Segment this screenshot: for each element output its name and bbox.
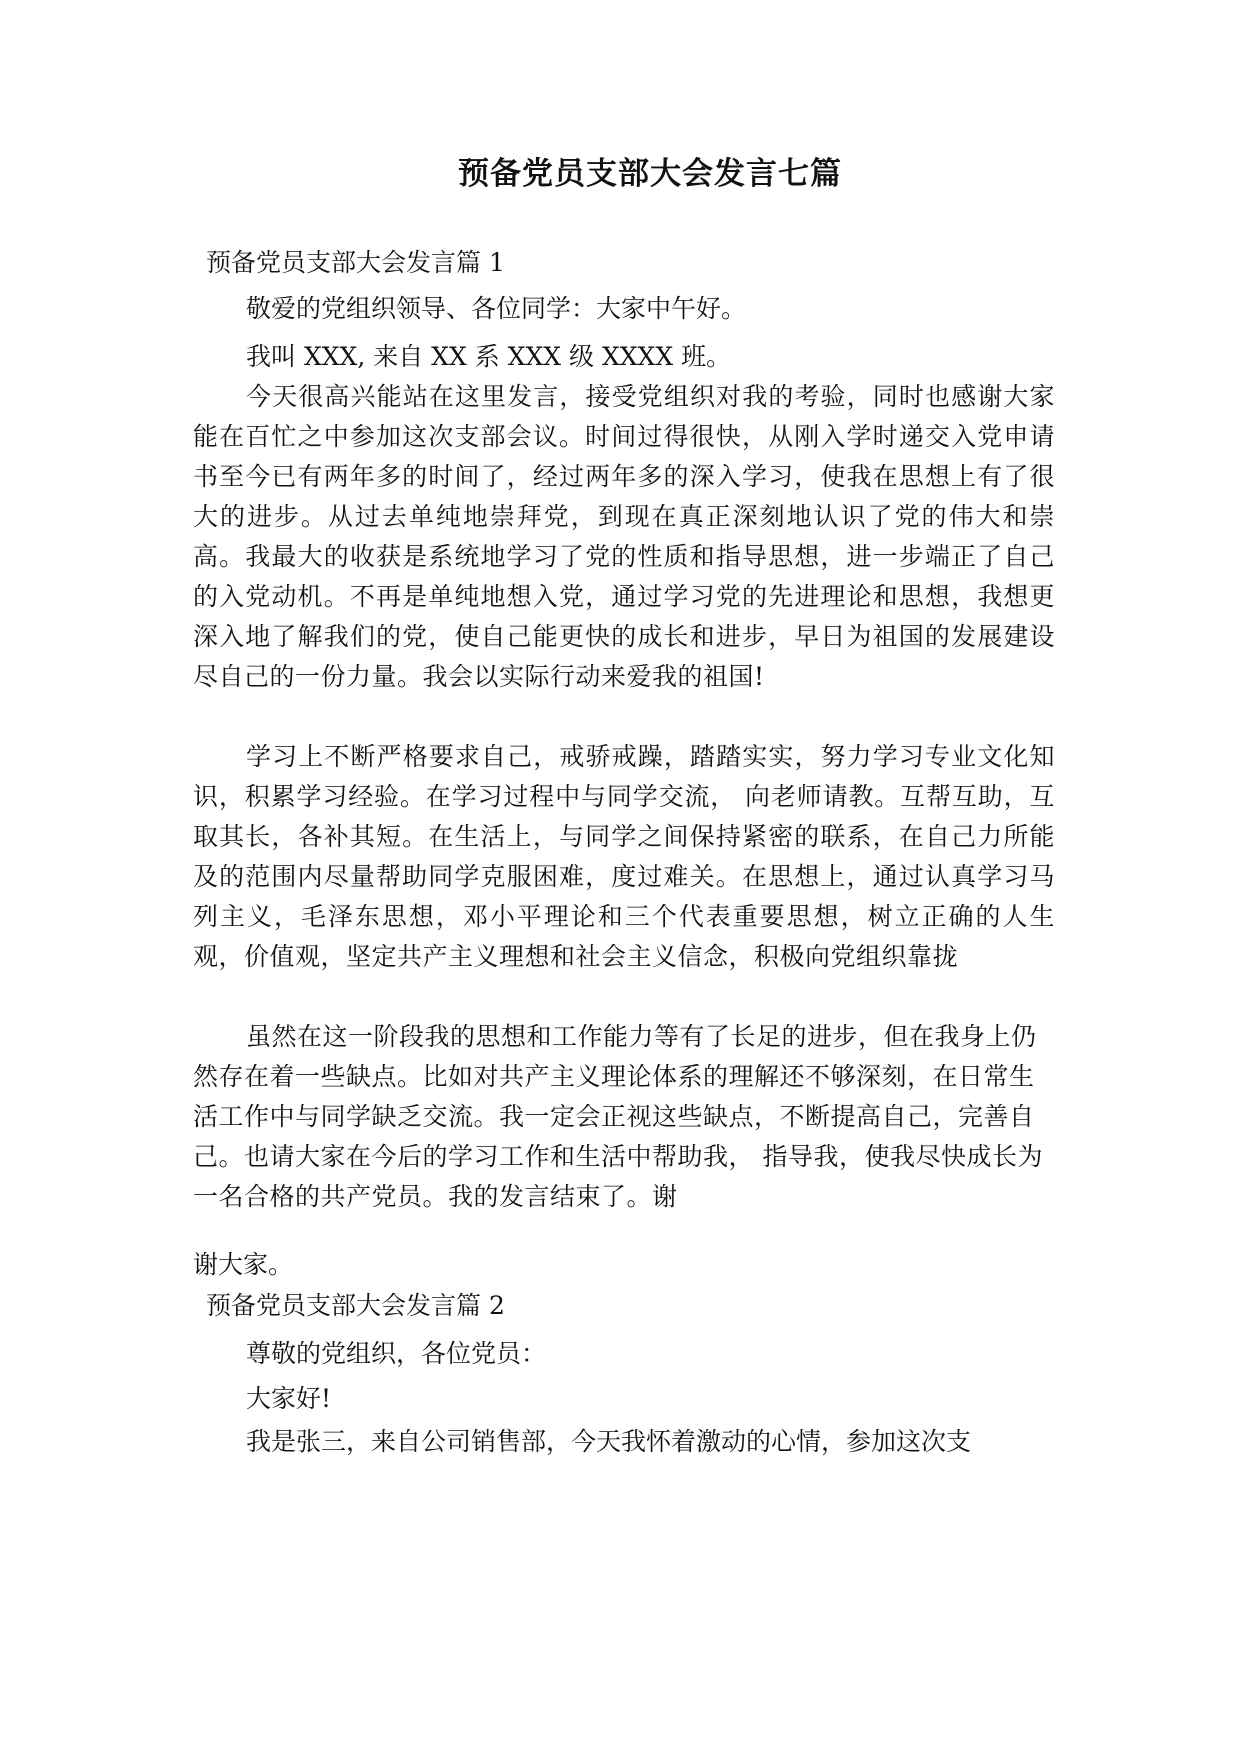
section-1-paragraph: 学习上不断严格要求自己，戒骄戒躁，踏踏实实，努力学习专业文化知识，积累学习经验。在学习过程中与同学交流， 向老师请教。互帮互助，互取其长，各补其短。在生活上，与同学之间保持紧密的联系，在自己力所能及的范围内尽量帮助同学克服困难，度过难关。在思想上，通过认真学习马列主义，毛泽东思想，邓小平理论和三个代表重要思想，树立正确的人生观，价值观，坚定共产主义理想和社会主义信念，积极向党组织靠拢 xyxy=(193,742,1055,971)
section-2-first-line: 我是张三，来自公司销售部，今天我怀着激动的心情，参加这次支 xyxy=(246,1427,972,1456)
section-2-heading: 预备党员支部大会发言篇 2 xyxy=(206,1291,505,1320)
section-2-hello: 大家好! xyxy=(246,1384,332,1413)
section-2-greeting: 尊敬的党组织，各位党员： xyxy=(246,1339,547,1368)
section-1-greeting: 敬爱的党组织领导、各位同学：大家中午好。 xyxy=(246,294,747,323)
section-1-paragraph: 今天很高兴能站在这里发言，接受党组织对我的考验，同时也感谢大家能在百忙之中参加这次支部会议。时间过得很快，从刚入学时递交入党申请书至今已有两年多的时间了，经过两年多的深入学习，使我在思想上有了很大的进步。从过去单纯地崇拜党，到现在真正深刻地认识了党的伟大和崇高。我最大的收获是系统地学习了党的性质和指导思想，进一步端正了自己的入党动机。不再是单纯地想入党，通过学习党的先进理论和思想，我想更深入地了解我们的党，使自己能更快的成长和进步，早日为祖国的发展建设尽自己的一份力量。我会以实际行动来爱我的祖国! xyxy=(193,382,1055,691)
section-1-heading: 预备党员支部大会发言篇 1 xyxy=(206,248,505,277)
document-title: 预备党员支部大会发言七篇 xyxy=(458,156,842,192)
section-1-closing: 谢大家。 xyxy=(193,1250,294,1279)
section-1-intro: 我叫 XXX, 来自 XX 系 XXX 级 XXXX 班。 xyxy=(246,342,732,371)
section-1-paragraph: 虽然在这一阶段我的思想和工作能力等有了长足的进步，但在我身上仍然存在着一些缺点。比如对共产主义理论体系的理解还不够深刻，在日常生活工作中与同学缺乏交流。我一定会正视这些缺点，不断提高自己，完善自己。也请大家在今后的学习工作和生活中帮助我， 指导我，使我尽快成长为一名合格的共产党员。我的发言结束了。谢 xyxy=(193,1022,1043,1211)
